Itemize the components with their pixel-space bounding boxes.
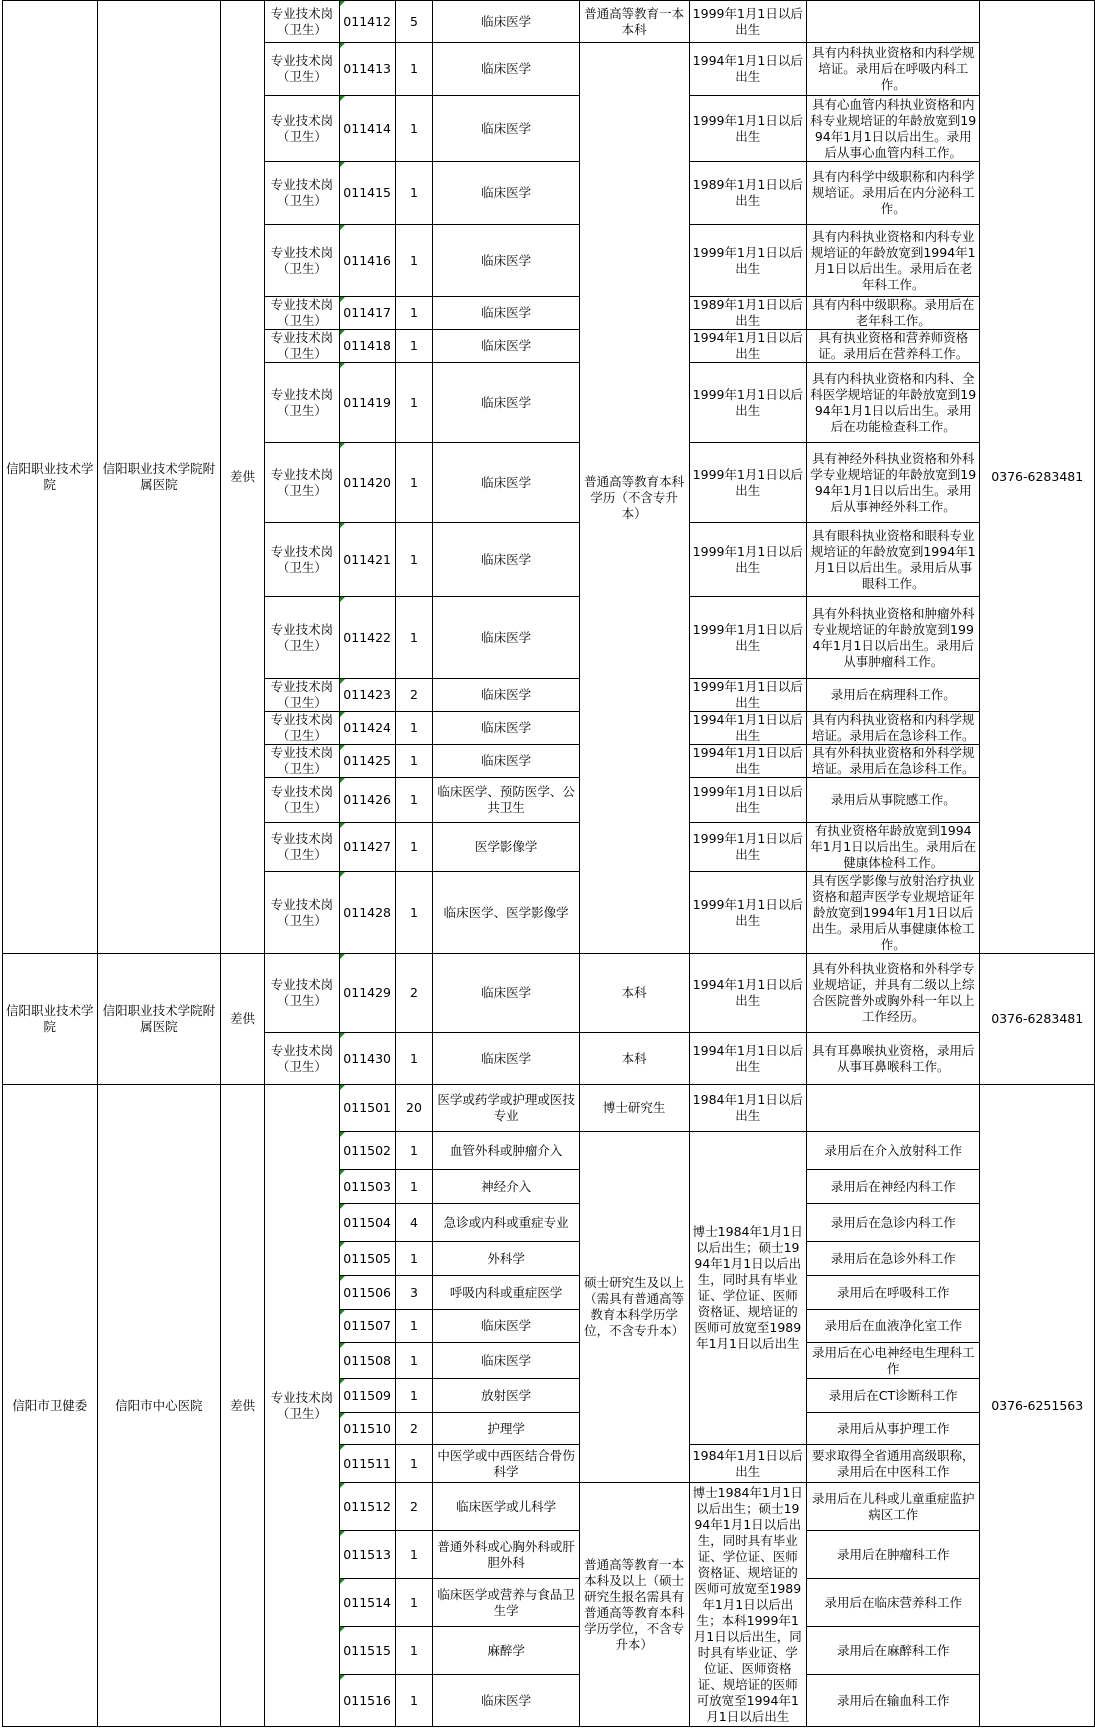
code-cell: 011412 <box>339 1 395 43</box>
note-cell: 具有内科执业资格和内科学规培证。录用后在呼吸内科工作。 <box>807 43 980 96</box>
code-cell: 011512 <box>339 1483 395 1531</box>
age-cell: 1999年1月1日以后出生 <box>689 96 807 162</box>
table-row <box>3 1 1095 43</box>
age-cell: 1999年1月1日以后出生 <box>689 443 807 523</box>
unit-cell: 信阳市中心医院 <box>97 1085 220 1727</box>
post-cell: 专业技术岗（卫生） <box>264 1085 339 1727</box>
age-cell: 1994年1月1日以后出生 <box>689 43 807 96</box>
num-cell: 1 <box>395 872 433 954</box>
note-cell: 具有外科执业资格和外科学规培证。录用后在急诊科工作。 <box>807 745 980 778</box>
age-cell: 博士1984年1月1日以后出生；硕士1994年1月1日以后出生，同时具有毕业证、学位证、医师资格证、规培证的医师可放宽至1989年1月1日以后出生 <box>689 1132 807 1445</box>
code-cell: 011504 <box>339 1204 395 1242</box>
post-cell: 专业技术岗（卫生） <box>264 523 339 597</box>
major-cell: 护理学 <box>433 1413 579 1445</box>
post-cell: 专业技术岗（卫生） <box>264 745 339 778</box>
post-cell: 专业技术岗（卫生） <box>264 954 339 1033</box>
note-cell: 具有内科中级职称。录用后在老年科工作。 <box>807 297 980 330</box>
major-cell: 临床医学 <box>433 330 579 363</box>
edu-cell: 普通高等教育一本本科 <box>579 1 689 43</box>
age-cell: 1994年1月1日以后出生 <box>689 712 807 745</box>
major-cell: 麻醉学 <box>433 1627 579 1675</box>
major-cell: 医学影像学 <box>433 823 579 872</box>
code-cell: 011416 <box>339 225 395 297</box>
code-cell: 011427 <box>339 823 395 872</box>
note-cell: 具有内科学中级职称和内科学规培证。录用后在内分泌科工作。 <box>807 162 980 225</box>
note-cell: 具有执业资格和营养师资格证。录用后在营养科工作。 <box>807 330 980 363</box>
code-cell: 011515 <box>339 1627 395 1675</box>
num-cell: 2 <box>395 679 433 712</box>
num-cell: 1 <box>395 1445 433 1483</box>
major-cell: 临床医学 <box>433 162 579 225</box>
code-cell: 011424 <box>339 712 395 745</box>
major-cell: 临床医学 <box>433 363 579 443</box>
num-cell: 1 <box>395 1379 433 1413</box>
note-cell: 具有内科执业资格和内科、全科医学规培证的年龄放宽到1994年1月1日以后出生。录用后在功能检查科工作。 <box>807 363 980 443</box>
code-cell: 011508 <box>339 1343 395 1379</box>
num-cell: 1 <box>395 443 433 523</box>
edu-cell: 普通高等教育本科学历（不含专升本） <box>579 43 689 954</box>
age-cell: 1984年1月1日以后出生 <box>689 1445 807 1483</box>
major-cell: 临床医学 <box>433 597 579 679</box>
age-cell: 1994年1月1日以后出生 <box>689 745 807 778</box>
department-cell: 信阳职业技术学院 <box>3 954 98 1085</box>
code-cell: 011430 <box>339 1033 395 1085</box>
note-cell: 有执业资格年龄放宽到1994年1月1日以后出生。录用后在健康体检科工作。 <box>807 823 980 872</box>
age-cell: 1994年1月1日以后出生 <box>689 954 807 1033</box>
num-cell: 20 <box>395 1085 433 1132</box>
major-cell: 临床医学 <box>433 954 579 1033</box>
num-cell: 1 <box>395 523 433 597</box>
table-row <box>3 954 1095 1033</box>
code-cell: 011420 <box>339 443 395 523</box>
note-cell: 具有耳鼻喉执业资格，录用后从事耳鼻喉科工作。 <box>807 1033 980 1085</box>
note-cell: 录用后在儿科或儿童重症监护病区工作 <box>807 1483 980 1531</box>
major-cell: 临床医学、医学影像学 <box>433 872 579 954</box>
age-cell: 1989年1月1日以后出生 <box>689 162 807 225</box>
age-cell: 1989年1月1日以后出生 <box>689 297 807 330</box>
num-cell: 1 <box>395 1579 433 1627</box>
major-cell: 临床医学 <box>433 297 579 330</box>
major-cell: 医学或药学或护理或医技专业 <box>433 1085 579 1132</box>
age-cell: 1999年1月1日以后出生 <box>689 225 807 297</box>
department-cell: 信阳市卫健委 <box>3 1085 98 1727</box>
unit-cell: 信阳职业技术学院附属医院 <box>97 954 220 1085</box>
post-cell: 专业技术岗（卫生） <box>264 1033 339 1085</box>
num-cell: 1 <box>395 1242 433 1276</box>
major-cell: 血管外科或肿瘤介入 <box>433 1132 579 1170</box>
note-cell: 要求取得全省通用高级职称，录用后在中医科工作 <box>807 1445 980 1483</box>
age-cell: 1999年1月1日以后出生 <box>689 823 807 872</box>
num-cell: 1 <box>395 597 433 679</box>
note-cell: 具有外科执业资格和肿瘤外科专业规培证的年龄放宽到1994年1月1日以后出生。录用后从事肿瘤科工作。 <box>807 597 980 679</box>
note-cell: 具有内科执业资格和内科专业规培证的年龄放宽到1994年1月1日以后出生。录用后在老年科工作。 <box>807 225 980 297</box>
major-cell: 临床医学 <box>433 96 579 162</box>
code-cell: 011506 <box>339 1276 395 1310</box>
num-cell: 1 <box>395 1132 433 1170</box>
code-cell: 011514 <box>339 1579 395 1627</box>
code-cell: 011429 <box>339 954 395 1033</box>
num-cell: 1 <box>395 712 433 745</box>
code-cell: 011503 <box>339 1170 395 1204</box>
note-cell: 录用后在神经内科工作 <box>807 1170 980 1204</box>
post-cell: 专业技术岗（卫生） <box>264 1 339 43</box>
code-cell: 011414 <box>339 96 395 162</box>
code-cell: 011413 <box>339 43 395 96</box>
phone-cell: 0376-6251563 <box>980 1085 1095 1727</box>
major-cell: 临床医学 <box>433 745 579 778</box>
major-cell: 临床医学 <box>433 1343 579 1379</box>
num-cell: 2 <box>395 1413 433 1445</box>
post-cell: 专业技术岗（卫生） <box>264 43 339 96</box>
major-cell: 临床医学 <box>433 1675 579 1727</box>
note-cell: 具有神经外科执业资格和外科学专业规培证的年龄放宽到1994年1月1日以后出生。录用后从事神经外科工作。 <box>807 443 980 523</box>
age-cell: 1999年1月1日以后出生 <box>689 778 807 823</box>
note-cell: 录用后在急诊内科工作 <box>807 1204 980 1242</box>
note-cell: 录用后在呼吸科工作 <box>807 1276 980 1310</box>
note-cell: 录用后在麻醉科工作 <box>807 1627 980 1675</box>
major-cell: 临床医学 <box>433 1033 579 1085</box>
major-cell: 临床医学 <box>433 679 579 712</box>
num-cell: 1 <box>395 297 433 330</box>
major-cell: 临床医学 <box>433 1310 579 1343</box>
major-cell: 临床医学 <box>433 1 579 43</box>
post-cell: 专业技术岗（卫生） <box>264 225 339 297</box>
note-cell: 录用后在血液净化室工作 <box>807 1310 980 1343</box>
note-cell: 具有外科执业资格和外科学专业规培证，并具有二级以上综合医院普外或胸外科一年以上工作经历。 <box>807 954 980 1033</box>
major-cell: 急诊或内科或重症专业 <box>433 1204 579 1242</box>
num-cell: 1 <box>395 1531 433 1579</box>
post-cell: 专业技术岗（卫生） <box>264 297 339 330</box>
num-cell: 1 <box>395 43 433 96</box>
edu-cell: 硕士研究生及以上（需具有普通高等教育本科学历学位，不含专升本） <box>579 1132 689 1483</box>
code-cell: 011418 <box>339 330 395 363</box>
num-cell: 1 <box>395 330 433 363</box>
num-cell: 1 <box>395 1675 433 1727</box>
code-cell: 011507 <box>339 1310 395 1343</box>
major-cell: 临床医学 <box>433 43 579 96</box>
code-cell: 011510 <box>339 1413 395 1445</box>
code-cell: 011511 <box>339 1445 395 1483</box>
age-cell: 1999年1月1日以后出生 <box>689 597 807 679</box>
num-cell: 1 <box>395 162 433 225</box>
age-cell: 1999年1月1日以后出生 <box>689 679 807 712</box>
code-cell: 011509 <box>339 1379 395 1413</box>
num-cell: 1 <box>395 778 433 823</box>
num-cell: 1 <box>395 1033 433 1085</box>
code-cell: 011417 <box>339 297 395 330</box>
code-cell: 011426 <box>339 778 395 823</box>
post-cell: 专业技术岗（卫生） <box>264 96 339 162</box>
edu-cell: 本科 <box>579 954 689 1033</box>
code-cell: 011419 <box>339 363 395 443</box>
num-cell: 1 <box>395 1170 433 1204</box>
num-cell: 2 <box>395 954 433 1033</box>
major-cell: 呼吸内科或重症医学 <box>433 1276 579 1310</box>
post-cell: 专业技术岗（卫生） <box>264 363 339 443</box>
note-cell: 录用后在临床营养科工作 <box>807 1579 980 1627</box>
unit-cell: 信阳职业技术学院附属医院 <box>97 1 220 954</box>
note-cell: 录用后在肿瘤科工作 <box>807 1531 980 1579</box>
note-cell <box>807 1 980 43</box>
note-cell: 具有心血管内科执业资格和内科专业规培证的年龄放宽到1994年1月1日以后出生。录用后从事心血管内科工作。 <box>807 96 980 162</box>
num-cell: 1 <box>395 1310 433 1343</box>
code-cell: 011516 <box>339 1675 395 1727</box>
age-cell: 1994年1月1日以后出生 <box>689 1033 807 1085</box>
code-cell: 011415 <box>339 162 395 225</box>
post-cell: 专业技术岗（卫生） <box>264 330 339 363</box>
age-cell: 博士1984年1月1日以后出生；硕士1994年1月1日以后出生，同时具有毕业证、学位证、医师资格证、规培证的医师可放宽至1989年1月1日以后出生；本科1999年1月1日以后出生，同时具有毕业证、学位证、医师资格证、规培证的医师可放宽至1994年1月1日以后出生 <box>689 1483 807 1727</box>
num-cell: 1 <box>395 745 433 778</box>
age-cell: 1999年1月1日以后出生 <box>689 1 807 43</box>
code-cell: 011421 <box>339 523 395 597</box>
num-cell: 3 <box>395 1276 433 1310</box>
note-cell: 录用后在CT诊断科工作 <box>807 1379 980 1413</box>
note-cell <box>807 1085 980 1132</box>
post-cell: 专业技术岗（卫生） <box>264 872 339 954</box>
note-cell: 录用后在心电神经电生理科工作 <box>807 1343 980 1379</box>
post-cell: 专业技术岗（卫生） <box>264 443 339 523</box>
note-cell: 录用后从事院感工作。 <box>807 778 980 823</box>
code-cell: 011513 <box>339 1531 395 1579</box>
table-row <box>3 1085 1095 1132</box>
code-cell: 011422 <box>339 597 395 679</box>
note-cell: 录用后在输血科工作 <box>807 1675 980 1727</box>
num-cell: 1 <box>395 823 433 872</box>
major-cell: 临床医学 <box>433 225 579 297</box>
num-cell: 1 <box>395 96 433 162</box>
note-cell: 具有内科执业资格和内科学规培证。录用后在急诊科工作。 <box>807 712 980 745</box>
post-cell: 专业技术岗（卫生） <box>264 679 339 712</box>
age-cell: 1999年1月1日以后出生 <box>689 523 807 597</box>
code-cell: 011501 <box>339 1085 395 1132</box>
num-cell: 1 <box>395 363 433 443</box>
post-cell: 专业技术岗（卫生） <box>264 712 339 745</box>
post-cell: 专业技术岗（卫生） <box>264 162 339 225</box>
num-cell: 4 <box>395 1204 433 1242</box>
major-cell: 临床医学 <box>433 523 579 597</box>
recruitment-table <box>2 0 1095 1727</box>
major-cell: 放射医学 <box>433 1379 579 1413</box>
note-cell: 录用后在急诊外科工作 <box>807 1242 980 1276</box>
code-cell: 011505 <box>339 1242 395 1276</box>
num-cell: 1 <box>395 1627 433 1675</box>
num-cell: 1 <box>395 1343 433 1379</box>
age-cell: 1994年1月1日以后出生 <box>689 330 807 363</box>
code-cell: 011428 <box>339 872 395 954</box>
major-cell: 临床医学 <box>433 443 579 523</box>
post-cell: 专业技术岗（卫生） <box>264 597 339 679</box>
major-cell: 中医学或中西医结合骨伤科学 <box>433 1445 579 1483</box>
edu-cell: 普通高等教育一本本科及以上（硕士研究生报名需具有普通高等教育本科学历学位，不含专升本） <box>579 1483 689 1727</box>
age-cell: 1984年1月1日以后出生 <box>689 1085 807 1132</box>
edu-cell: 本科 <box>579 1033 689 1085</box>
note-cell: 具有眼科执业资格和眼科专业规培证的年龄放宽到1994年1月1日以后出生。录用后从事眼科工作。 <box>807 523 980 597</box>
major-cell: 临床医学 <box>433 712 579 745</box>
major-cell: 临床医学、预防医学、公共卫生 <box>433 778 579 823</box>
num-cell: 1 <box>395 225 433 297</box>
num-cell: 2 <box>395 1483 433 1531</box>
major-cell: 临床医学或营养与食品卫生学 <box>433 1579 579 1627</box>
note-cell: 具有医学影像与放射治疗执业资格和超声医学专业规培证年龄放宽到1994年1月1日以后出生。录用后从事健康体检工作。 <box>807 872 980 954</box>
department-cell: 信阳职业技术学院 <box>3 1 98 954</box>
code-cell: 011425 <box>339 745 395 778</box>
post-cell: 专业技术岗（卫生） <box>264 823 339 872</box>
phone-cell: 0376-6283481 <box>980 954 1095 1085</box>
note-cell: 录用后在病理科工作。 <box>807 679 980 712</box>
post-cell: 专业技术岗（卫生） <box>264 778 339 823</box>
funding-cell: 差供 <box>221 1 265 954</box>
funding-cell: 差供 <box>221 954 265 1085</box>
major-cell: 外科学 <box>433 1242 579 1276</box>
code-cell: 011502 <box>339 1132 395 1170</box>
note-cell: 录用后在介入放射科工作 <box>807 1132 980 1170</box>
code-cell: 011423 <box>339 679 395 712</box>
major-cell: 神经介入 <box>433 1170 579 1204</box>
age-cell: 1999年1月1日以后出生 <box>689 363 807 443</box>
note-cell: 录用后从事护理工作 <box>807 1413 980 1445</box>
phone-cell: 0376-6283481 <box>980 1 1095 954</box>
major-cell: 普通外科或心胸外科或肝胆外科 <box>433 1531 579 1579</box>
age-cell: 1999年1月1日以后出生 <box>689 872 807 954</box>
major-cell: 临床医学或儿科学 <box>433 1483 579 1531</box>
funding-cell: 差供 <box>221 1085 265 1727</box>
num-cell: 5 <box>395 1 433 43</box>
edu-cell: 博士研究生 <box>579 1085 689 1132</box>
